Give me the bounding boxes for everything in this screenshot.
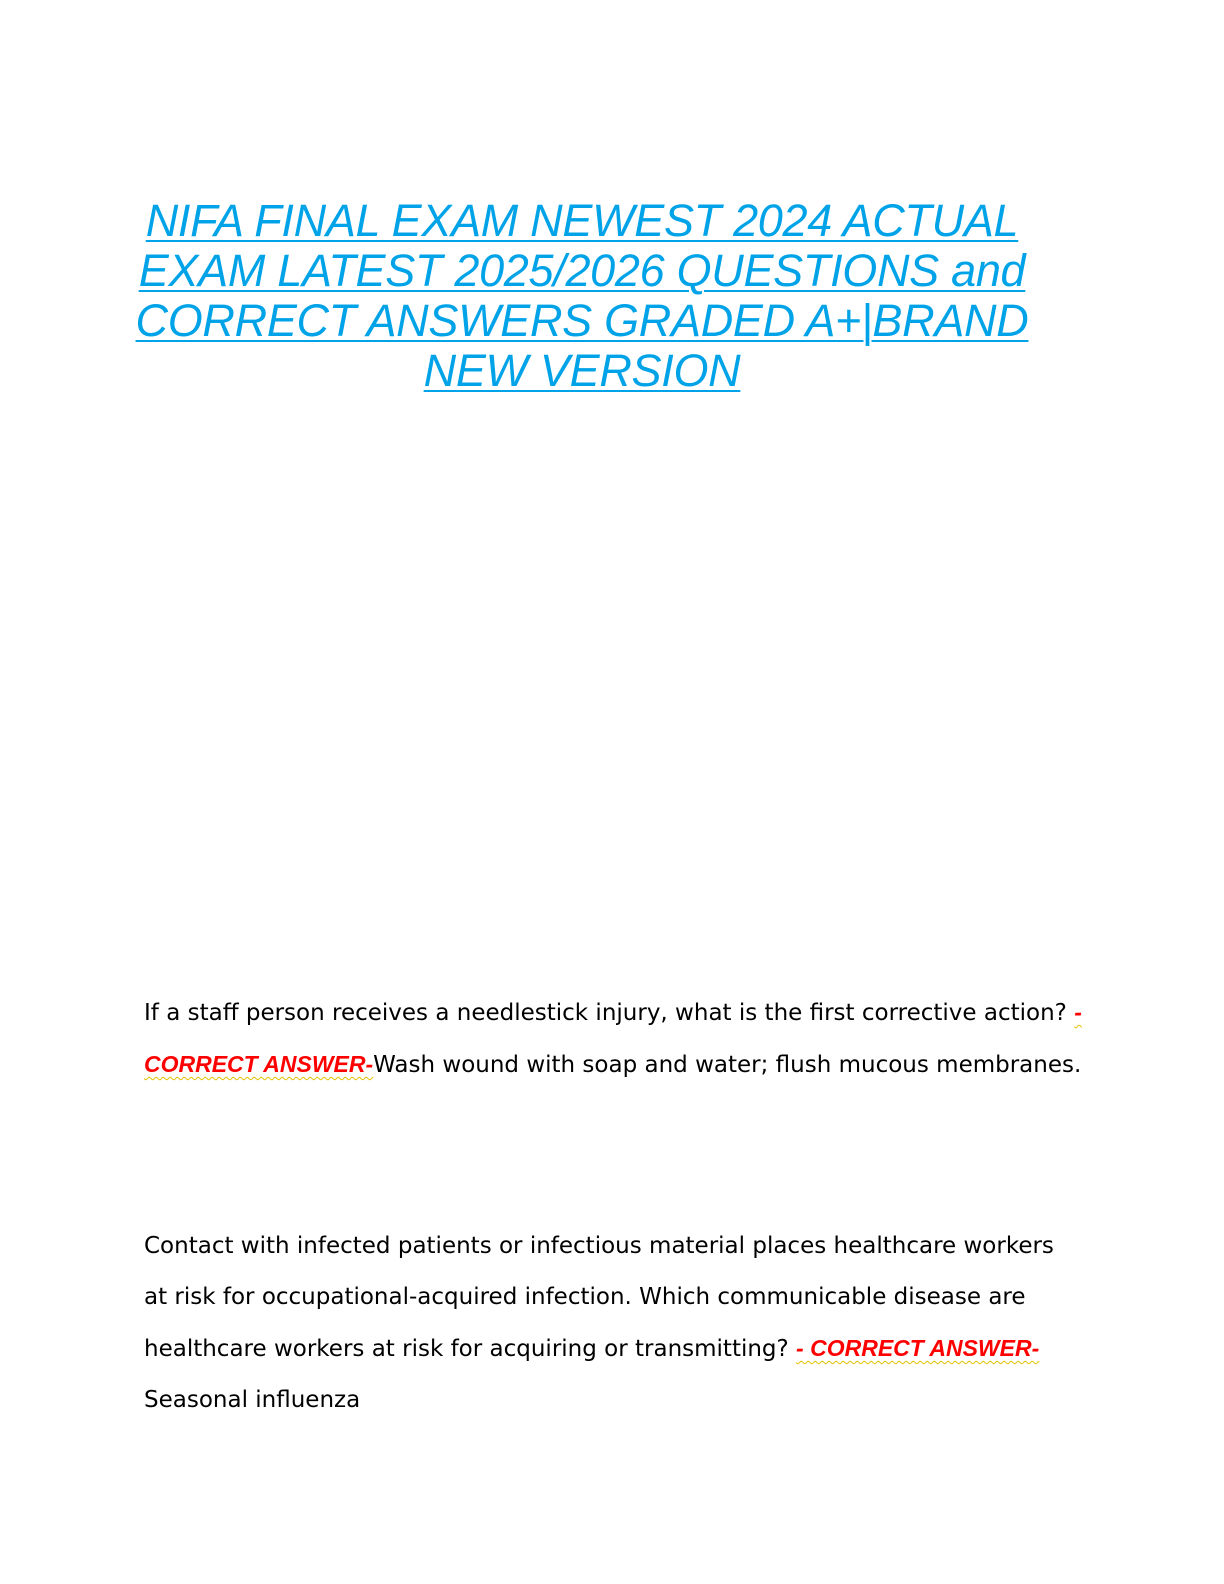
question-text: Contact with infected patients or infectious material places healthcare workers at risk for occupational-acquired infection. Which communicable disease are healthcare workers at risk for acquiring or transmitting? [144, 1233, 1054, 1362]
qa-item [144, 987, 1084, 1091]
document-title [130, 196, 1034, 396]
answer-text: Wash wound with soap and water; flush mucous membranes. [373, 1052, 1082, 1078]
question-text: If a staff person receives a needlestick injury, what is the first corrective action? [144, 1000, 1067, 1026]
answer-text: Seasonal influenza [144, 1387, 361, 1413]
qa-item [144, 1221, 1084, 1426]
document-title-text: NIFA FINAL EXAM NEWEST 2024 ACTUAL EXAM LATEST 2025/2026 QUESTIONS and CORRECT ANSWERS GRADED A+|BRAND NEW VERSION [135, 195, 1029, 396]
correct-answer-label: - CORRECT ANSWER- [796, 1335, 1040, 1361]
correct-answer-label: - CORRECT ANSWER- [144, 999, 1082, 1077]
